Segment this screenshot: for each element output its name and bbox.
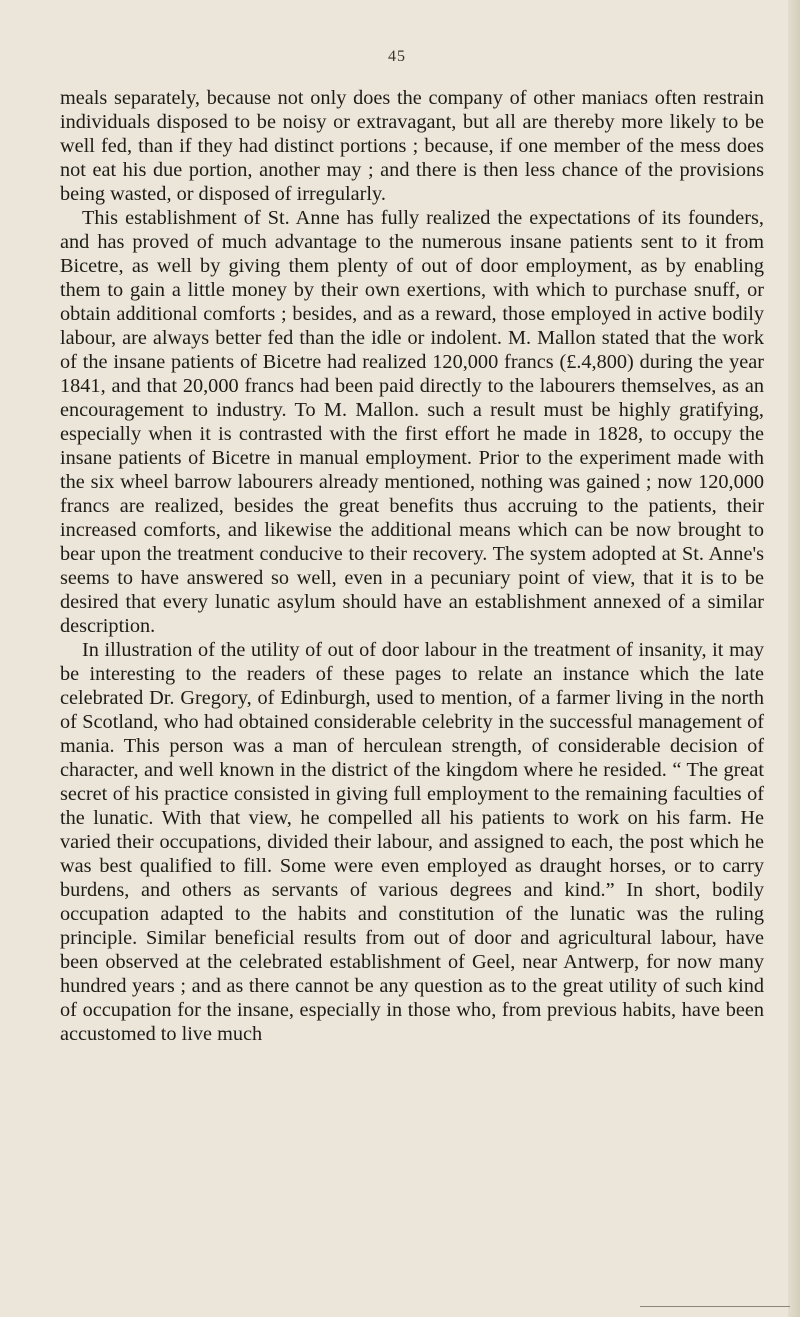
page-divider — [640, 1306, 790, 1307]
paragraph: This establishment of St. Anne has fully realized the expectations of its founders, and has proved of much advantage to the numerous insane patients sent to it from Bicetre, as well by giving them plenty of out of door employment, as by enabling them to gain a little money by their own exertions, with which to purchase snuff, or obtain additional comforts ; besides, and as a reward, those employed in active bodily labour, are always better fed than the idle or indolent. M. Mallon stated that the work of the insane patients of Bicetre had realized 120,000 francs (£.4,800) during the year 1841, and that 20,000 francs had been paid directly to the labourers themselves, as an encouragement to industry. To M. Mallon. such a result must be highly gratifying, especially when it is contrasted with the first effort he made in 1828, to occupy the insane patients of Bicetre in manual employment. Prior to the experiment made with the six wheel barrow labourers already mentioned, nothing was gained ; now 120,000 francs are realized, besides the great benefits thus accruing to the patients, their increased comforts, and likewise the additional means which can be now brought to bear upon the treatment conducive to their recovery. The system adopted at St. Anne's seems to have answered so well, even in a pecuniary point of view, that it is to be desired that every lunatic asylum should have an establishment annexed of a similar description. — [60, 207, 764, 637]
page-number: 45 — [388, 48, 406, 65]
paragraph: meals separately, because not only does the company of other maniacs often restrain individuals disposed to be noisy or extravagant, but all are thereby more likely to be well fed, than if they had distinct portions ; because, if one member of the mess does not eat his due portion, another may ; and there is then less chance of the provisions being wasted, or disposed of irregularly. — [60, 87, 764, 205]
body-text — [60, 86, 764, 1046]
paragraph: In illustration of the utility of out of door labour in the treatment of insanity, it may be interesting to the readers of these pages to relate an instance which the late celebrated Dr. Gregory, of Edinburgh, used to mention, of a farmer living in the north of Scotland, who had obtained considerable celebrity in the successful management of mania. This person was a man of herculean strength, of considerable decision of character, and well known in the district of the kingdom where he resided. “ The great secret of his practice consisted in giving full employment to the remaining faculties of the lunatic. With that view, he compelled all his patients to work on his farm. He varied their occupations, divided their labour, and assigned to each, the post which he was best qualified to fill. Some were even employed as draught horses, or to carry burdens, and others as servants of various degrees and kind.” In short, bodily occupation adapted to the habits and constitution of the lunatic was the ruling principle. Similar beneficial results from out of door and agricultural labour, have been observed at the celebrated establishment of Geel, near Antwerp, for now many hundred years ; and as there cannot be any question as to the great utility of such kind of occupation for the insane, especially in those who, from previous habits, have been accustomed to live much — [60, 639, 764, 1045]
page-edge — [788, 0, 800, 1317]
